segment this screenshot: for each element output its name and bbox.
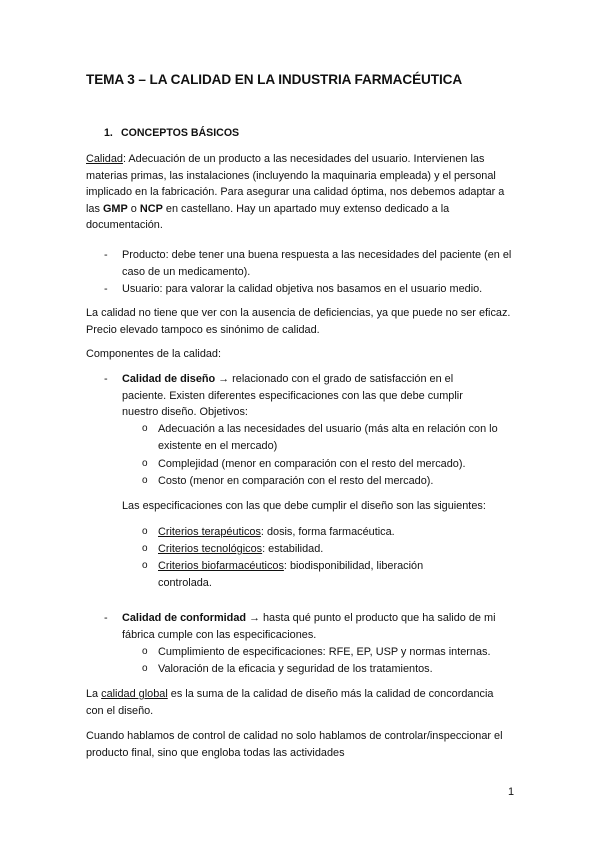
sub-list-item: o Criterios biofarmacéuticos: biodisponibilidad, liberación controlada. [142,560,424,589]
term-gmp: GMP [102,202,128,215]
paragraph-componentes: Componentes de la calidad: [86,348,222,360]
term-ncp: NCP [139,202,163,215]
term-criterios-biofarmaceuticos: Criterios biofarmacéuticos [158,560,284,572]
term-calidad-diseno: Calidad de diseño [122,373,216,385]
section-label: CONCEPTOS BÁSICOS [121,127,240,139]
paragraph-calidad: Calidad: Adecuación de un producto a las necesidades del usuario. Intervienen las materias primas, las instalaciones (incluyendo la maquinaria empleada) y el personal implicado en la fabricación. Para asegurar una calidad óptima, nos debemos adaptar a las GMP o NCP en castellano. Hay un apartado muy extenso dedicado a la documentación. [86,153,505,232]
sub-list-item: o Criterios terapéuticos: dosis, forma farmacéutica. [142,526,395,538]
page-title: TEMA 3 – LA CALIDAD EN LA INDUSTRIA FARMACÉUTICA [86,72,463,87]
sub-list-item: o Criterios tecnológicos: estabilidad. [142,543,324,555]
list-item: - Producto: debe tener una buena respuesta a las necesidades del paciente (en el caso de un medicamento). [104,249,512,278]
sub-list-item: o Cumplimiento de especificaciones: RFE, EP, USP y normas internas. [142,646,491,658]
sub-list-item: o Adecuación a las necesidades del usuario (más alta en relación con lo existente en el mercado) [142,423,498,452]
term-calidad: Calidad [86,153,123,165]
sub-list-item: o Costo (menor en comparación con el resto del mercado). [142,475,434,487]
term-calidad-conformidad: Calidad de conformidad [122,612,247,624]
term-criterios-terapeuticos: Criterios terapéuticos [158,526,261,538]
term-calidad-global: calidad global [101,688,168,700]
page-number: 1 [508,786,515,798]
paragraph-calidad-global: La calidad global es la suma de la calidad de diseño más la calidad de concordancia con el diseño. [86,688,494,717]
paragraph-control-calidad: Cuando hablamos de control de calidad no solo hablamos de controlar/inspeccionar el producto final, sino que engloba todas las actividades [86,730,503,759]
paragraph-deficiencias: La calidad no tiene que ver con la ausencia de deficiencias, ya que puede no ser eficaz. Precio elevado tampoco es sinónimo de calidad. [86,307,511,336]
list-item-calidad-conformidad: - Calidad de conformidad → hasta qué punto el producto que ha salido de mi fábrica cumple con las especificaciones. [104,612,496,641]
section-number: 1. [104,127,113,139]
sub-list-item: o Valoración de la eficacia y seguridad de los tratamientos. [142,663,433,675]
spec-intro: Las especificaciones con las que debe cumplir el diseño son las siguientes: [122,500,486,512]
term-criterios-tecnologicos: Criterios tecnológicos [158,543,263,555]
sub-list-item: o Complejidad (menor en comparación con el resto del mercado). [142,458,466,470]
list-item: - Usuario: para valorar la calidad objetiva nos basamos en el usuario medio. [104,283,483,295]
section-heading [104,127,239,139]
list-item-calidad-diseno: - Calidad de diseño → relacionado con el grado de satisfacción en el paciente. Existen diferentes especificaciones con las que debe cumplir nuestro diseño. Objetivos: [104,373,463,419]
